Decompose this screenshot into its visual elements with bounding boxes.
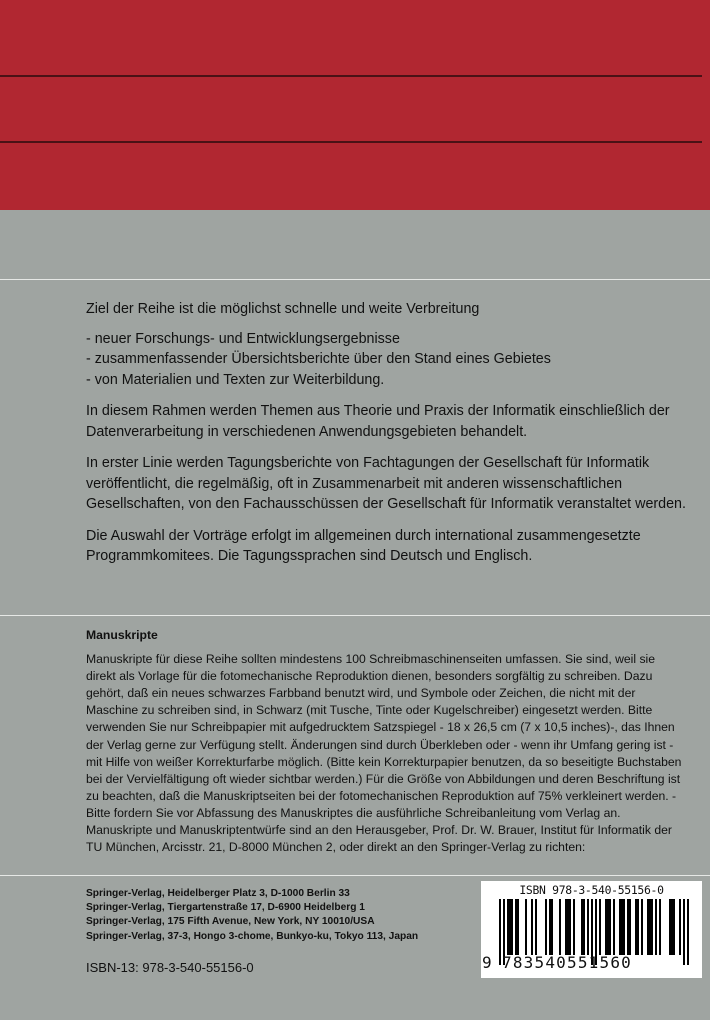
barcode-bar [641, 899, 643, 955]
intro-lead: Ziel der Reihe ist die möglichst schnelle und weite Verbreitung [86, 301, 480, 317]
barcode-bar [679, 899, 681, 955]
manuscripts-heading: Manuskripte [86, 628, 158, 642]
barcode-bar [567, 899, 569, 955]
ean-first-digit: 9 [482, 953, 492, 972]
address-line: Springer-Verlag, 37-3, Hongo 3-chome, Bunkyo-ku, Tokyo 113, Japan [86, 930, 419, 942]
barcode-bar [549, 899, 551, 955]
intro-paragraph-selection: Die Auswahl der Vorträge erfolgt im allgemeinen durch international zusammengesetzte Programmkomitees. Die Tagungssprachen sind Deutsch und Englisch. [86, 527, 641, 564]
divider-top [0, 279, 710, 280]
barcode-bar [517, 899, 519, 955]
barcode-bar [627, 899, 629, 955]
barcode-bar [647, 899, 649, 955]
barcode-bar [635, 899, 637, 955]
barcode-bar [599, 899, 601, 955]
barcode-isbn-label: ISBN 978-3-540-55156-0 [519, 883, 664, 897]
barcode-bar [569, 899, 571, 955]
barcode-bar [671, 899, 673, 955]
list-item: - neuer Forschungs- und Entwicklungsergebnisse [86, 330, 400, 347]
manuscripts-section [86, 627, 686, 856]
barcode-bar [565, 899, 567, 955]
isbn-barcode [481, 881, 702, 978]
ean-remaining-digits: 783540551560 [502, 953, 632, 972]
barcode-bar [509, 899, 511, 955]
manuscripts-body: Manuskripte für diese Reihe sollten mindestens 100 Schreibmaschinenseiten umfassen. Sie sind, weil sie direkt als Vorlage für die fotomechanische Reproduktion dienen, besonders sorgfältig zu schreiben. Dazu gehört, daß ein neues schwarzes Farbband benutzt wird, und Symbole oder Zeichen, die nicht mit der Maschine zu schreiben sind, in Schwarz (mit Tusche, Tinte oder Kugelschreiber) eingesetzt werden. Bitte verwenden Sie nur Schreibpapier mit aufgedrucktem Satzspiegel - 18 x 26,5 cm (7 x 10,5 inches)-, das Ihnen der Verlag gerne zur Verfügung stellt. Änderungen sind durch Überkleben oder - wenn ihr Umfang gering ist - mit Hilfe von weißer Korrekturfarbe möglich. (Bitte kein Korrekturpapier benutzen, da so beseitigte Buchstaben bei der Vervielfältigung oft wieder sichtbar werden.) Für die Größe von Abbildungen und deren Beschriftung ist zu beachten, daß die Manuskriptseiten bei der fotomechanischen Reproduktion auf 75% verkleinert werden. - Bitte fordern Sie vor Abfassung des Manuskriptes die ausführliche Schreibanleitung vom Verlag an. Manuskripte und Manuskriptentwürfe sind an den Herausgeber, Prof. Dr. W. Brauer, Institut für Informatik der TU München, Arcisstr. 21, D-8000 München 2, oder direkt an den Springer-Verlag zu richten: [86, 652, 682, 855]
barcode-bar [581, 899, 583, 955]
barcode-bar [687, 899, 689, 965]
barcode-bar [607, 899, 609, 955]
publisher-addresses [86, 887, 466, 944]
barcode-bar [637, 899, 639, 955]
list-item: - zusammenfassender Übersichtsberichte über den Stand eines Gebietes [86, 351, 551, 367]
barcode-bar [621, 899, 623, 955]
barcode-bar [613, 899, 615, 955]
barcode-bar [649, 899, 651, 955]
barcode-bar [531, 899, 533, 955]
isbn-13-label: ISBN-13: 978-3-540-55156-0 [86, 960, 254, 975]
barcode-bar [683, 899, 685, 965]
barcode-bar [583, 899, 585, 955]
series-description [86, 299, 686, 567]
address-line: Springer-Verlag, Heidelberger Platz 3, D-1000 Berlin 33 [86, 888, 350, 899]
barcode-bar [609, 899, 611, 955]
divider-bottom [0, 875, 710, 876]
address-line: Springer-Verlag, 175 Fifth Avenue, New York, NY 10010/USA [86, 916, 375, 928]
address-line: Springer-Verlag, Tiergartenstraße 17, D-6900 Heidelberg 1 [86, 902, 365, 914]
intro-paragraph-topics: In diesem Rahmen werden Themen aus Theorie und Praxis der Informatik einschließlich der Datenverarbeitung in verschiedenen Anwendungsgebieten behandelt. [86, 403, 670, 440]
intro-paragraph-proceedings: In erster Linie werden Tagungsberichte von Fachtagungen der Gesellschaft für Informatik veröffentlicht, die regelmäßig, oft in Zusammenarbeit mit anderen wissenschaftlichen Gesellschaften, von den Fachausschüssen der Gesellschaft für Informatik veranstaltet werden. [86, 455, 686, 512]
barcode-bar [619, 899, 621, 955]
barcode-bar [525, 899, 527, 955]
barcode-bar [655, 899, 657, 955]
barcode-bar [551, 899, 553, 955]
list-item: - von Materialien und Texten zur Weiterbildung. [86, 371, 385, 388]
barcode-bar [573, 899, 575, 955]
barcode-bar [669, 899, 671, 955]
red-header-band [0, 0, 710, 210]
header-rule-top [0, 75, 702, 77]
barcode-bar [545, 899, 547, 955]
barcode-bar [623, 899, 625, 955]
barcode-bar [511, 899, 513, 955]
barcode-bar [605, 899, 607, 955]
header-rule-middle [0, 141, 702, 143]
divider-middle [0, 615, 710, 616]
intro-list [86, 329, 686, 391]
barcode-bar [651, 899, 653, 955]
barcode-bar [659, 899, 661, 955]
barcode-bar [559, 899, 561, 955]
barcode-bar [587, 899, 589, 955]
barcode-bar [499, 899, 501, 965]
barcode-bar [629, 899, 631, 955]
barcode-bar [673, 899, 675, 955]
barcode-bar [515, 899, 517, 955]
barcode-bar [507, 899, 509, 955]
barcode-bar [535, 899, 537, 955]
